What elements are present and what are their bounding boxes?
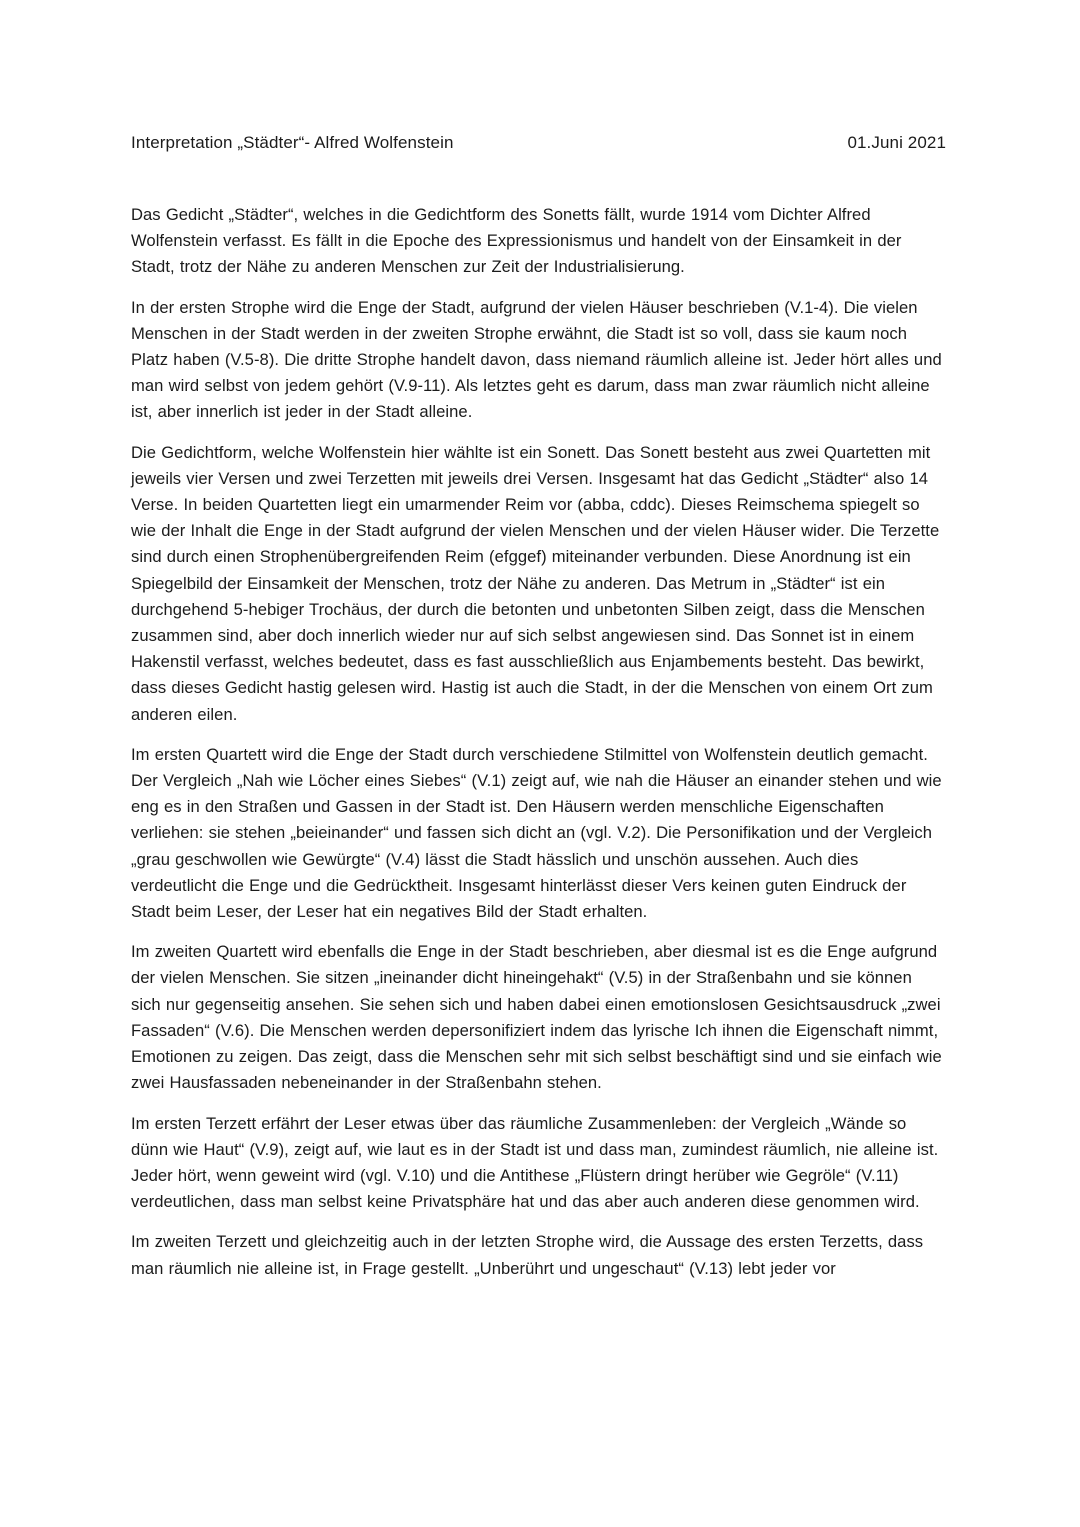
document-title: Interpretation „Städter“- Alfred Wolfenstein xyxy=(131,133,454,152)
paragraph-summary: In der ersten Strophe wird die Enge der Stadt, aufgrund der vielen Häuser beschrieben (V.1-4). Die vielen Menschen in der Stadt werden in der zweiten Strophe erwähnt, die Stadt ist so voll, dass sie kaum noch Platz haben (V.5-8). Die dritte Strophe handelt davon, dass niemand räumlich alleine ist. Jeder hört alles und man wird selbst von jedem gehört (V.9-11). Als letztes geht es darum, dass man zwar räumlich nicht alleine ist, aber innerlich ist jeder in der Stadt alleine. xyxy=(131,297,942,422)
document-body xyxy=(131,202,946,1282)
paragraph-second-quartet: Im zweiten Quartett wird ebenfalls die Enge in der Stadt beschrieben, aber diesmal ist es die Enge aufgrund der vielen Menschen. Sie sitzen „ineinander dicht hineingehakt“ (V.5) in der Straßenbahn und sie können sich nur gegenseitig ansehen. Sie sehen sich und haben dabei einen emotionslosen Gesichtsausdruck „zwei Fassaden“ (V.6). Die Menschen werden depersonifiziert indem das lyrische Ich ihnen die Eigenschaft nimmt, Emotionen zu zeigen. Das zeigt, dass die Menschen sehr mit sich selbst beschäftigt sind und sie einfach wie zwei Hausfassaden nebeneinander in der Straßenbahn stehen. xyxy=(131,942,942,1093)
document-header xyxy=(131,130,946,156)
paragraph-first-tercet: Im ersten Terzett erfährt der Leser etwas über das räumliche Zusammenleben: der Vergleich „Wände so dünn wie Haut“ (V.9), zeigt auf, wie laut es in der Stadt ist und dass man, zumindest räumlich, nie alleine ist. Jeder hört, wenn geweint wird (vgl. V.10) und die Antithese „Flüstern dringt herüber wie Gegröle“ (V.11) verdeutlichen, dass man selbst keine Privatsphäre hat und das aber auch anderen diese genommen wird. xyxy=(131,1113,939,1212)
document-date: 01.Juni 2021 xyxy=(847,133,946,152)
paragraph-form: Die Gedichtform, welche Wolfenstein hier wählte ist ein Sonett. Das Sonett besteht aus zwei Quartetten mit jeweils vier Versen und zwei Terzetten mit jeweils drei Versen. Insgesamt hat das Gedicht „Städter“ also 14 Verse. In beiden Quartetten liegt ein umarmender Reim vor (abba, cddc). Dieses Reimschema spiegelt so wie der Inhalt die Enge in der Stadt aufgrund der vielen Menschen und der vielen Häuser wider. Die Terzette sind durch einen Strophenübergreifenden Reim (efggef) miteinander verbunden. Diese Anordnung ist ein Spiegelbild der Einsamkeit der Menschen, trotz der Nähe zu anderen. Das Metrum in „Städter“ ist ein durchgehend 5-hebiger Trochäus, der durch die betonten und unbetonten Silben zeigt, dass die Menschen zusammen sind, aber doch innerlich wieder nur auf sich selbst angewiesen sind. Das Sonnet ist in einem Hakenstil verfasst, welches bedeutet, dass es fast ausschließlich aus Enjambements besteht. Das bewirkt, dass dieses Gedicht hastig gelesen wird. Hastig ist auch die Stadt, in der die Menschen von einem Ort zum anderen eilen. xyxy=(131,442,940,724)
paragraph-first-quartet: Im ersten Quartett wird die Enge der Stadt durch verschiedene Stilmittel von Wolfenstein deutlich gemacht. Der Vergleich „Nah wie Löcher eines Siebes“ (V.1) zeigt auf, wie nah die Häuser an einander stehen und wie eng es in den Straßen und Gassen in der Stadt ist. Den Häusern werden menschliche Eigenschaften verliehen: sie stehen „beieinander“ und fassen sich dicht an (vgl. V.2). Die Personifikation und der Vergleich „grau geschwollen wie Gewürgte“ (V.4) lässt die Stadt hässlich und unschön aussehen. Auch dies verdeutlicht die Enge und die Gedrücktheit. Insgesamt hinterlässt dieser Vers keinen guten Eindruck der Stadt beim Leser, der Leser hat ein negatives Bild der Stadt erhalten. xyxy=(131,744,942,922)
document-page xyxy=(131,130,946,1296)
paragraph-second-tercet: Im zweiten Terzett und gleichzeitig auch in der letzten Strophe wird, die Aussage des ersten Terzetts, dass man räumlich nie alleine ist, in Frage gestellt. „Unberührt und ungeschaut“ (V.13) lebt jeder vor xyxy=(131,1232,924,1278)
paragraph-intro: Das Gedicht „Städter“, welches in die Gedichtform des Sonetts fällt, wurde 1914 vom Dichter Alfred Wolfenstein verfasst. Es fällt in die Epoche des Expressionismus und handelt von der Einsamkeit in der Stadt, trotz der Nähe zu anderen Menschen zur Zeit der Industrialisierung. xyxy=(131,205,902,277)
